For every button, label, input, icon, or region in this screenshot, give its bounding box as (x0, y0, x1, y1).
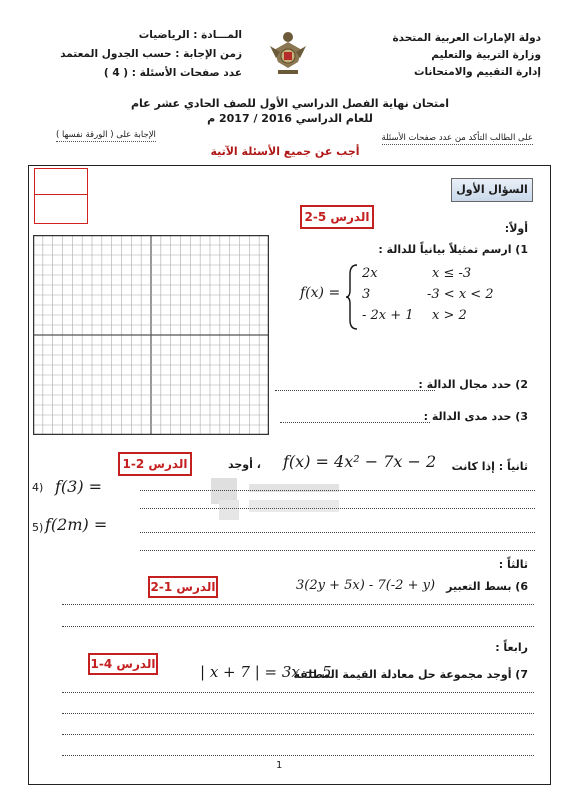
section-second: ثانياً : إذا كانت (451, 460, 528, 473)
q3-answer-line[interactable] (280, 421, 430, 423)
piece-expr-2: 3 (362, 287, 371, 302)
q6-answer-line-2[interactable] (62, 625, 534, 627)
q6-label: 6) بسط التعبير (446, 580, 528, 593)
q4-number: 4) (32, 481, 44, 494)
fx-definition: f(x) = 4x² − 7x − 2 (283, 452, 437, 471)
q7-answer-line-1[interactable] (62, 691, 534, 693)
uae-emblem-icon (268, 28, 308, 76)
q7-answer-line-2[interactable] (62, 712, 534, 714)
piecewise-fx: f(x) = (300, 285, 341, 301)
page-number: 1 (276, 760, 283, 771)
q5-answer-line-1[interactable] (140, 531, 535, 533)
graph-grid[interactable] (33, 235, 269, 435)
exam-title: امتحان نهاية الفصل الدراسي الأول للصف الحادي عشر عام للعام الدراسي 2016 / 2017 م (130, 97, 450, 125)
q4-expression: f(3) = (55, 477, 103, 496)
q1-label: 1) ارسم تمثيلاً بيانياً للدالة : (378, 243, 528, 256)
lesson-tag-2-1: الدرس 2-1 (118, 452, 192, 476)
ministry-name: وزارة التربية والتعليم (431, 49, 541, 61)
q7-answer-line-3[interactable] (62, 733, 534, 735)
department-name: إدارة التقييم والامتحانات (413, 66, 541, 78)
pages-line: عدد صفحات الأسئلة : ( 4 ) (103, 67, 242, 79)
piece-expr-1: 2x (362, 266, 378, 281)
question-title: السؤال الأول (451, 178, 533, 202)
q3-label: 3) حدد مدى الدالة : (423, 410, 528, 423)
piece-cond-3: x > 2 (432, 308, 467, 323)
lesson-tag-5-2: الدرس 5-2 (300, 205, 374, 229)
header-left (42, 26, 242, 83)
subject-line: المـــادة : الرياضيات (138, 29, 242, 41)
q7-answer-line-4[interactable] (62, 754, 534, 756)
watermark-logo (205, 470, 345, 530)
header-right (371, 30, 541, 81)
section-third: ثالثاً : (498, 558, 528, 571)
note-check-pages: على الطالب التأكد من عدد صفحات الأسئلة (381, 133, 533, 143)
score-box-bottom (34, 193, 88, 224)
section-fourth: رابعاً : (495, 641, 528, 654)
q2-answer-line[interactable] (275, 389, 435, 391)
q7-label: 7) أوجد مجموعة حل معادلة القيمة المطلقة (293, 668, 528, 681)
q5-answer-line-2[interactable] (140, 549, 535, 551)
piece-expr-3: - 2x + 1 (362, 308, 414, 323)
q2-label: 2) حدد مجال الدالة : (418, 378, 528, 391)
time-line: زمن الإجابة : حسب الجدول المعتمد (60, 48, 242, 60)
q6-expression: 3(2y + 5x) - 7(-2 + y) (296, 578, 436, 593)
q5-expression: f(2m) = (45, 515, 108, 534)
lesson-tag-4-1: الدرس 4-1 (88, 653, 158, 675)
left-brace-icon (345, 264, 359, 330)
lesson-tag-1-2: الدرس 1-2 (148, 576, 218, 598)
note-answer-sheet: الإجابة على ( الورقة نفسها ) (56, 130, 156, 140)
score-box-top (34, 168, 88, 195)
q7-expression: | x + 7 | = 3x − 5 (200, 663, 332, 681)
country-name: دولة الإمارات العربية المتحدة (392, 32, 541, 44)
q6-answer-line-1[interactable] (62, 603, 534, 605)
piece-cond-2: -3 < x < 2 (427, 287, 494, 302)
instruction: أجب عن جميع الأسئلة الآتية (210, 145, 360, 158)
section-first: أولاً: (504, 222, 528, 235)
q5-number: 5) (32, 521, 44, 534)
piece-cond-1: x ≤ -3 (432, 266, 472, 281)
find-label: ، أوجد (228, 458, 261, 471)
